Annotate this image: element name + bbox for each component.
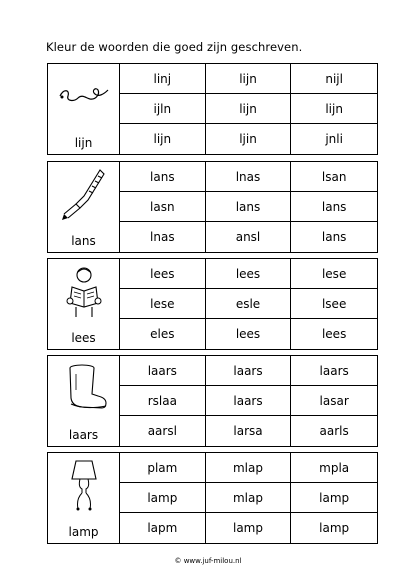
word-cell[interactable]: lnas bbox=[206, 162, 292, 192]
picture-cell bbox=[48, 64, 120, 154]
picture-word: lijn bbox=[74, 136, 93, 150]
word-cell[interactable]: lijn bbox=[120, 124, 206, 154]
word-cell[interactable]: plam bbox=[120, 453, 206, 483]
word-cell[interactable]: linj bbox=[120, 64, 206, 94]
picture-word: lamp bbox=[68, 525, 99, 539]
word-cell[interactable]: esle bbox=[206, 289, 292, 319]
word-cell[interactable]: lees bbox=[206, 319, 292, 349]
word-cell[interactable]: mlap bbox=[206, 453, 292, 483]
word-cell[interactable]: larsa bbox=[206, 416, 292, 446]
word-cell[interactable]: lsee bbox=[291, 289, 377, 319]
word-cell[interactable]: lese bbox=[120, 289, 206, 319]
picture-cell bbox=[48, 259, 120, 349]
word-cell[interactable]: aarls bbox=[319, 424, 349, 438]
word-cell[interactable]: eles bbox=[120, 319, 206, 349]
word-cell[interactable]: lese bbox=[291, 259, 377, 289]
lamp-icon bbox=[54, 457, 114, 515]
word-cell[interactable]: lamp bbox=[291, 483, 377, 513]
picture-word: lees bbox=[71, 331, 96, 345]
word-cell[interactable]: mpla bbox=[291, 453, 377, 483]
word-cell[interactable]: lees bbox=[321, 327, 347, 341]
word-block-lees bbox=[47, 258, 378, 350]
word-cell[interactable]: laars bbox=[206, 386, 292, 416]
word-cell[interactable]: lijn bbox=[206, 94, 292, 124]
word-cell[interactable]: lasar bbox=[291, 386, 377, 416]
word-cell[interactable]: mlap bbox=[206, 483, 292, 513]
word-cell[interactable]: lamp bbox=[206, 513, 292, 543]
picture-cell bbox=[48, 162, 120, 252]
word-cell[interactable]: lapm bbox=[120, 513, 206, 543]
squiggle-line-icon bbox=[54, 68, 114, 126]
word-cell[interactable]: lnas bbox=[120, 222, 206, 252]
word-cell[interactable]: lans bbox=[321, 230, 347, 244]
word-cell[interactable]: lijn bbox=[291, 94, 377, 124]
word-cell[interactable]: lijn bbox=[206, 64, 292, 94]
word-cell[interactable]: jnli bbox=[325, 132, 343, 146]
word-block-lijn bbox=[47, 63, 378, 155]
word-cell[interactable]: aarsl bbox=[120, 416, 206, 446]
picture-word: laars bbox=[68, 428, 99, 442]
word-block-laars bbox=[47, 355, 378, 447]
word-cell[interactable]: lamp bbox=[319, 521, 350, 535]
word-cell[interactable]: lans bbox=[120, 162, 206, 192]
word-cell[interactable]: ansl bbox=[206, 222, 292, 252]
word-cell[interactable]: lamp bbox=[120, 483, 206, 513]
word-cell[interactable]: ljin bbox=[206, 124, 292, 154]
word-cell[interactable]: lasn bbox=[120, 192, 206, 222]
word-cell[interactable]: nijl bbox=[291, 64, 377, 94]
picture-cell bbox=[48, 453, 120, 543]
word-cell[interactable]: lees bbox=[206, 259, 292, 289]
picture-word: lans bbox=[71, 234, 96, 248]
footer-copyright: © www.juf-milou.nl bbox=[174, 557, 242, 565]
lance-icon bbox=[54, 166, 114, 224]
word-block-lans bbox=[47, 161, 378, 253]
word-cell[interactable]: rslaa bbox=[120, 386, 206, 416]
word-cell[interactable]: ijln bbox=[120, 94, 206, 124]
word-cell[interactable]: lans bbox=[206, 192, 292, 222]
word-cell[interactable]: laars bbox=[291, 356, 377, 386]
word-cell[interactable]: lees bbox=[120, 259, 206, 289]
word-cell[interactable]: laars bbox=[120, 356, 206, 386]
word-cell[interactable]: laars bbox=[206, 356, 292, 386]
boy-reading-icon bbox=[54, 263, 114, 321]
word-cell[interactable]: lans bbox=[291, 192, 377, 222]
word-block-lamp bbox=[47, 452, 378, 544]
picture-cell bbox=[48, 356, 120, 446]
word-cell[interactable]: lsan bbox=[291, 162, 377, 192]
instruction: Kleur de woorden die goed zijn geschreven. bbox=[46, 40, 303, 54]
boot-icon bbox=[54, 360, 114, 418]
